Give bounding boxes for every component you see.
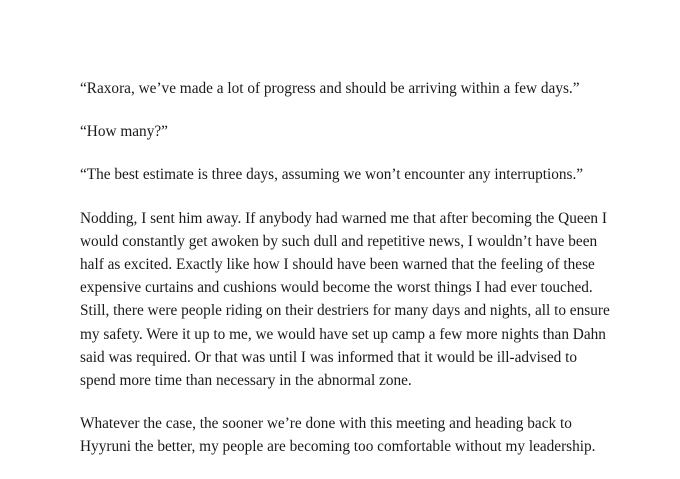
document-body: [80, 77, 610, 479]
narrative-paragraph: Nodding, I sent him away. If anybody had warned me that after becoming the Queen I would constantly get awoken by such dull and repetitive news, I wouldn’t have been half as excited. Exactly like how I should have been warned that the feeling of these expensive curtains and cushions would become the worst things I had ever touched. Still, there were people riding on their destriers for many days and nights, all to ensure my safety. Were it up to me, we would have set up camp a few more nights than Dahn said was required. Or that was until I was informed that it would be ill-advised to spend more time than necessary in the abnormal zone.: [80, 209, 610, 390]
dialogue-paragraph: “How many?”: [80, 123, 168, 141]
narrative-paragraph: Whatever the case, the sooner we’re done with this meeting and heading back to Hyyruni the better, my people are becoming too comfortable without my leadership.: [80, 415, 596, 456]
dialogue-paragraph: “Raxora, we’ve made a lot of progress and should be arriving within a few days.”: [80, 80, 580, 97]
dialogue-paragraph: “The best estimate is three days, assuming we won’t encounter any interruptions.”: [80, 166, 584, 184]
